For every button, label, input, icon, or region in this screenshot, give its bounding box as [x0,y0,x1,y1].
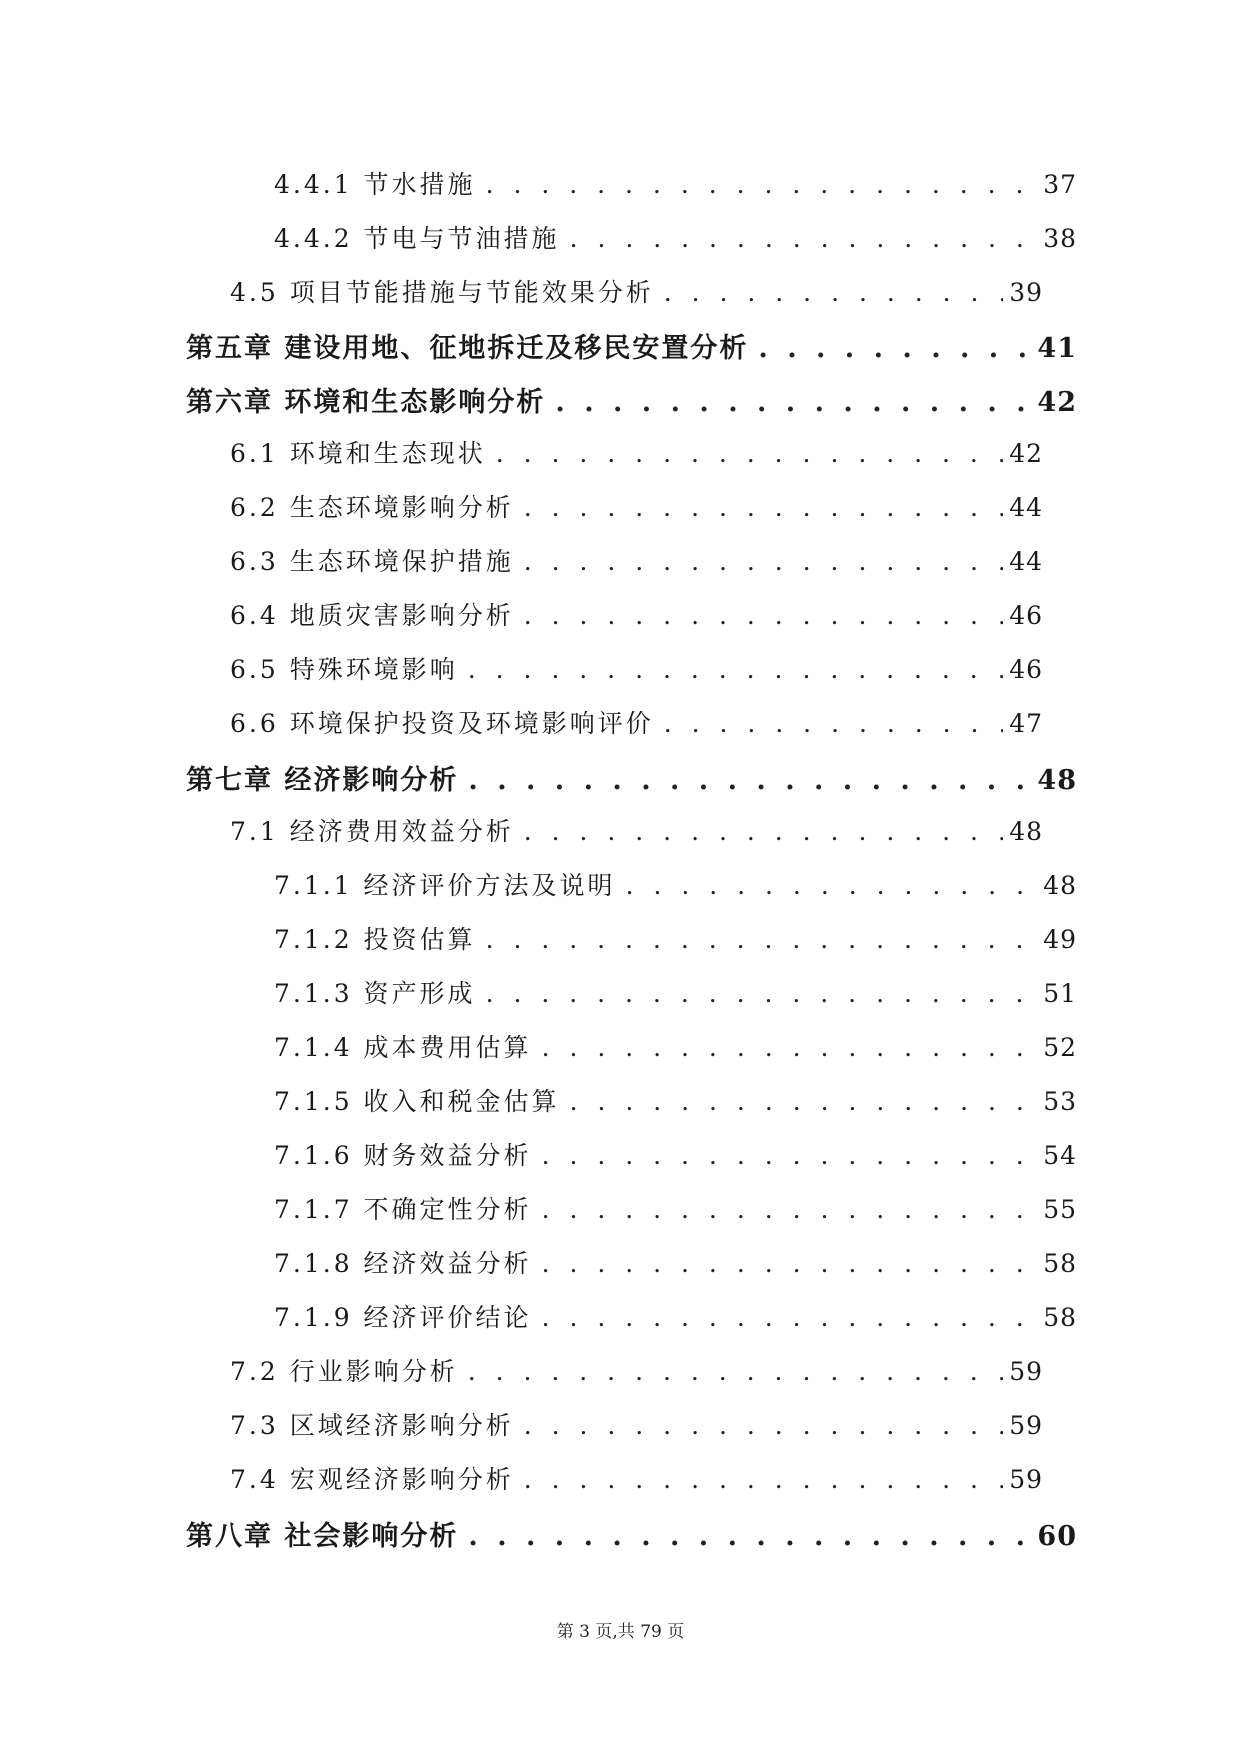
toc-entry[interactable] [230,704,1043,740]
toc-entry-title: 7.4 宏观经济影响分析 [230,1465,514,1494]
toc-entry-title: 7.1 经济费用效益分析 [230,817,514,846]
toc-entry-page: 59 [1009,1411,1043,1440]
toc-leader-dots [542,1303,1038,1332]
toc-leader-dots [524,817,1003,846]
toc-leader-dots [542,1249,1038,1278]
toc-entry[interactable] [274,1136,1077,1172]
toc-leader-dots [524,1465,1003,1494]
toc-entry-title: 第八章 社会影响分析 [186,1521,459,1552]
toc-entry-page: 59 [1009,1357,1043,1386]
toc-leader-dots [524,601,1003,630]
toc-chapter-entry[interactable] [186,380,1077,419]
toc-entry[interactable] [230,1406,1043,1442]
toc-leader-dots [542,1195,1038,1224]
toc-entry-page: 51 [1043,979,1077,1008]
toc-entry[interactable] [274,974,1077,1010]
toc-leader-dots [468,765,1031,796]
toc-entry-page: 55 [1043,1195,1077,1224]
toc-entry-title: 第七章 经济影响分析 [186,765,459,796]
toc-entry-title: 7.2 行业影响分析 [230,1357,458,1386]
toc-entry-page: 44 [1009,547,1043,576]
toc-entry-title: 7.3 区域经济影响分析 [230,1411,514,1440]
toc-entry[interactable] [274,920,1077,956]
toc-entry[interactable] [230,434,1043,470]
toc-leader-dots [626,871,1038,900]
toc-entry-page: 59 [1009,1465,1043,1494]
toc-entry[interactable] [230,596,1043,632]
toc-leader-dots [664,709,1003,738]
toc-entry[interactable] [230,542,1043,578]
toc-chapter-entry[interactable] [186,326,1077,365]
toc-entry-title: 7.1.3 资产形成 [274,979,476,1008]
toc-entry-title: 7.1.9 经济评价结论 [274,1303,532,1332]
toc-leader-dots [468,655,1003,684]
toc-entry-page: 37 [1043,170,1077,199]
toc-leader-dots [542,1033,1038,1062]
toc-leader-dots [570,224,1038,253]
toc-entry-page: 41 [1037,333,1077,364]
toc-entry-page: 58 [1043,1249,1077,1278]
toc-chapter-entry[interactable] [186,1514,1077,1553]
toc-entry[interactable] [274,1298,1077,1334]
toc-entry-page: 46 [1009,655,1043,684]
toc-leader-dots [758,333,1031,364]
toc-entry-title: 4.5 项目节能措施与节能效果分析 [230,278,654,307]
toc-leader-dots [570,1087,1038,1116]
toc-entry-page: 48 [1037,765,1077,796]
toc-leader-dots [555,387,1031,418]
toc-entry-page: 48 [1009,817,1043,846]
toc-entry-title: 6.4 地质灾害影响分析 [230,601,514,630]
toc-entry[interactable] [230,273,1043,309]
toc-entry-title: 7.1.4 成本费用估算 [274,1033,532,1062]
toc-entry-page: 53 [1043,1087,1077,1116]
toc-leader-dots [524,547,1003,576]
toc-entry-title: 第六章 环境和生态影响分析 [186,387,546,418]
toc-entry-title: 4.4.1 节水措施 [274,170,476,199]
toc-entry-title: 6.6 环境保护投资及环境影响评价 [230,709,654,738]
toc-leader-dots [468,1521,1031,1552]
toc-leader-dots [496,439,1003,468]
toc-entry[interactable] [274,1244,1077,1280]
toc-entry[interactable] [274,219,1077,255]
toc-entry-page: 60 [1037,1521,1077,1552]
toc-chapter-entry[interactable] [186,758,1077,797]
toc-leader-dots [486,925,1038,954]
toc-entry-title: 6.2 生态环境影响分析 [230,493,514,522]
toc-entry-title: 6.5 特殊环境影响 [230,655,458,684]
toc-entry-page: 44 [1009,493,1043,522]
page-footer: 第 3 页,共 79 页 [556,1622,685,1642]
toc-entry-title: 7.1.2 投资估算 [274,925,476,954]
toc-leader-dots [664,278,1003,307]
toc-entry-page: 54 [1043,1141,1077,1170]
toc-entry[interactable] [230,1352,1043,1388]
toc-entry[interactable] [274,1190,1077,1226]
toc-entry[interactable] [274,866,1077,902]
toc-entry-title: 4.4.2 节电与节油措施 [274,224,560,253]
toc-entry-page: 49 [1043,925,1077,954]
toc-entry-page: 42 [1037,387,1077,418]
toc-entry-page: 38 [1043,224,1077,253]
toc-entry[interactable] [230,1460,1043,1496]
toc-leader-dots [486,170,1038,199]
toc-entry[interactable] [274,1082,1077,1118]
toc-entry-page: 46 [1009,601,1043,630]
toc-entry-title: 7.1.6 财务效益分析 [274,1141,532,1170]
toc-entry[interactable] [230,812,1043,848]
toc-entry[interactable] [230,650,1043,686]
toc-entry[interactable] [274,165,1077,201]
toc-entry-page: 42 [1009,439,1043,468]
toc-entry-title: 7.1.1 经济评价方法及说明 [274,871,616,900]
toc-entry[interactable] [274,1028,1077,1064]
toc-entry-page: 48 [1043,871,1077,900]
toc-leader-dots [524,493,1003,522]
toc-entry-page: 58 [1043,1303,1077,1332]
toc-entry-page: 47 [1009,709,1043,738]
toc-entry-title: 7.1.5 收入和税金估算 [274,1087,560,1116]
toc-leader-dots [468,1357,1003,1386]
toc-leader-dots [524,1411,1003,1440]
toc-entry-title: 7.1.7 不确定性分析 [274,1195,532,1224]
toc-entry-page: 52 [1043,1033,1077,1062]
toc-entry-page: 39 [1009,278,1043,307]
toc-leader-dots [542,1141,1038,1170]
toc-entry-title: 7.1.8 经济效益分析 [274,1249,532,1278]
toc-entry-title: 6.1 环境和生态现状 [230,439,486,468]
toc-entry-title: 第五章 建设用地、征地拆迁及移民安置分析 [186,333,749,364]
toc-entry-title: 6.3 生态环境保护措施 [230,547,514,576]
toc-leader-dots [486,979,1038,1008]
toc-entry[interactable] [230,488,1043,524]
